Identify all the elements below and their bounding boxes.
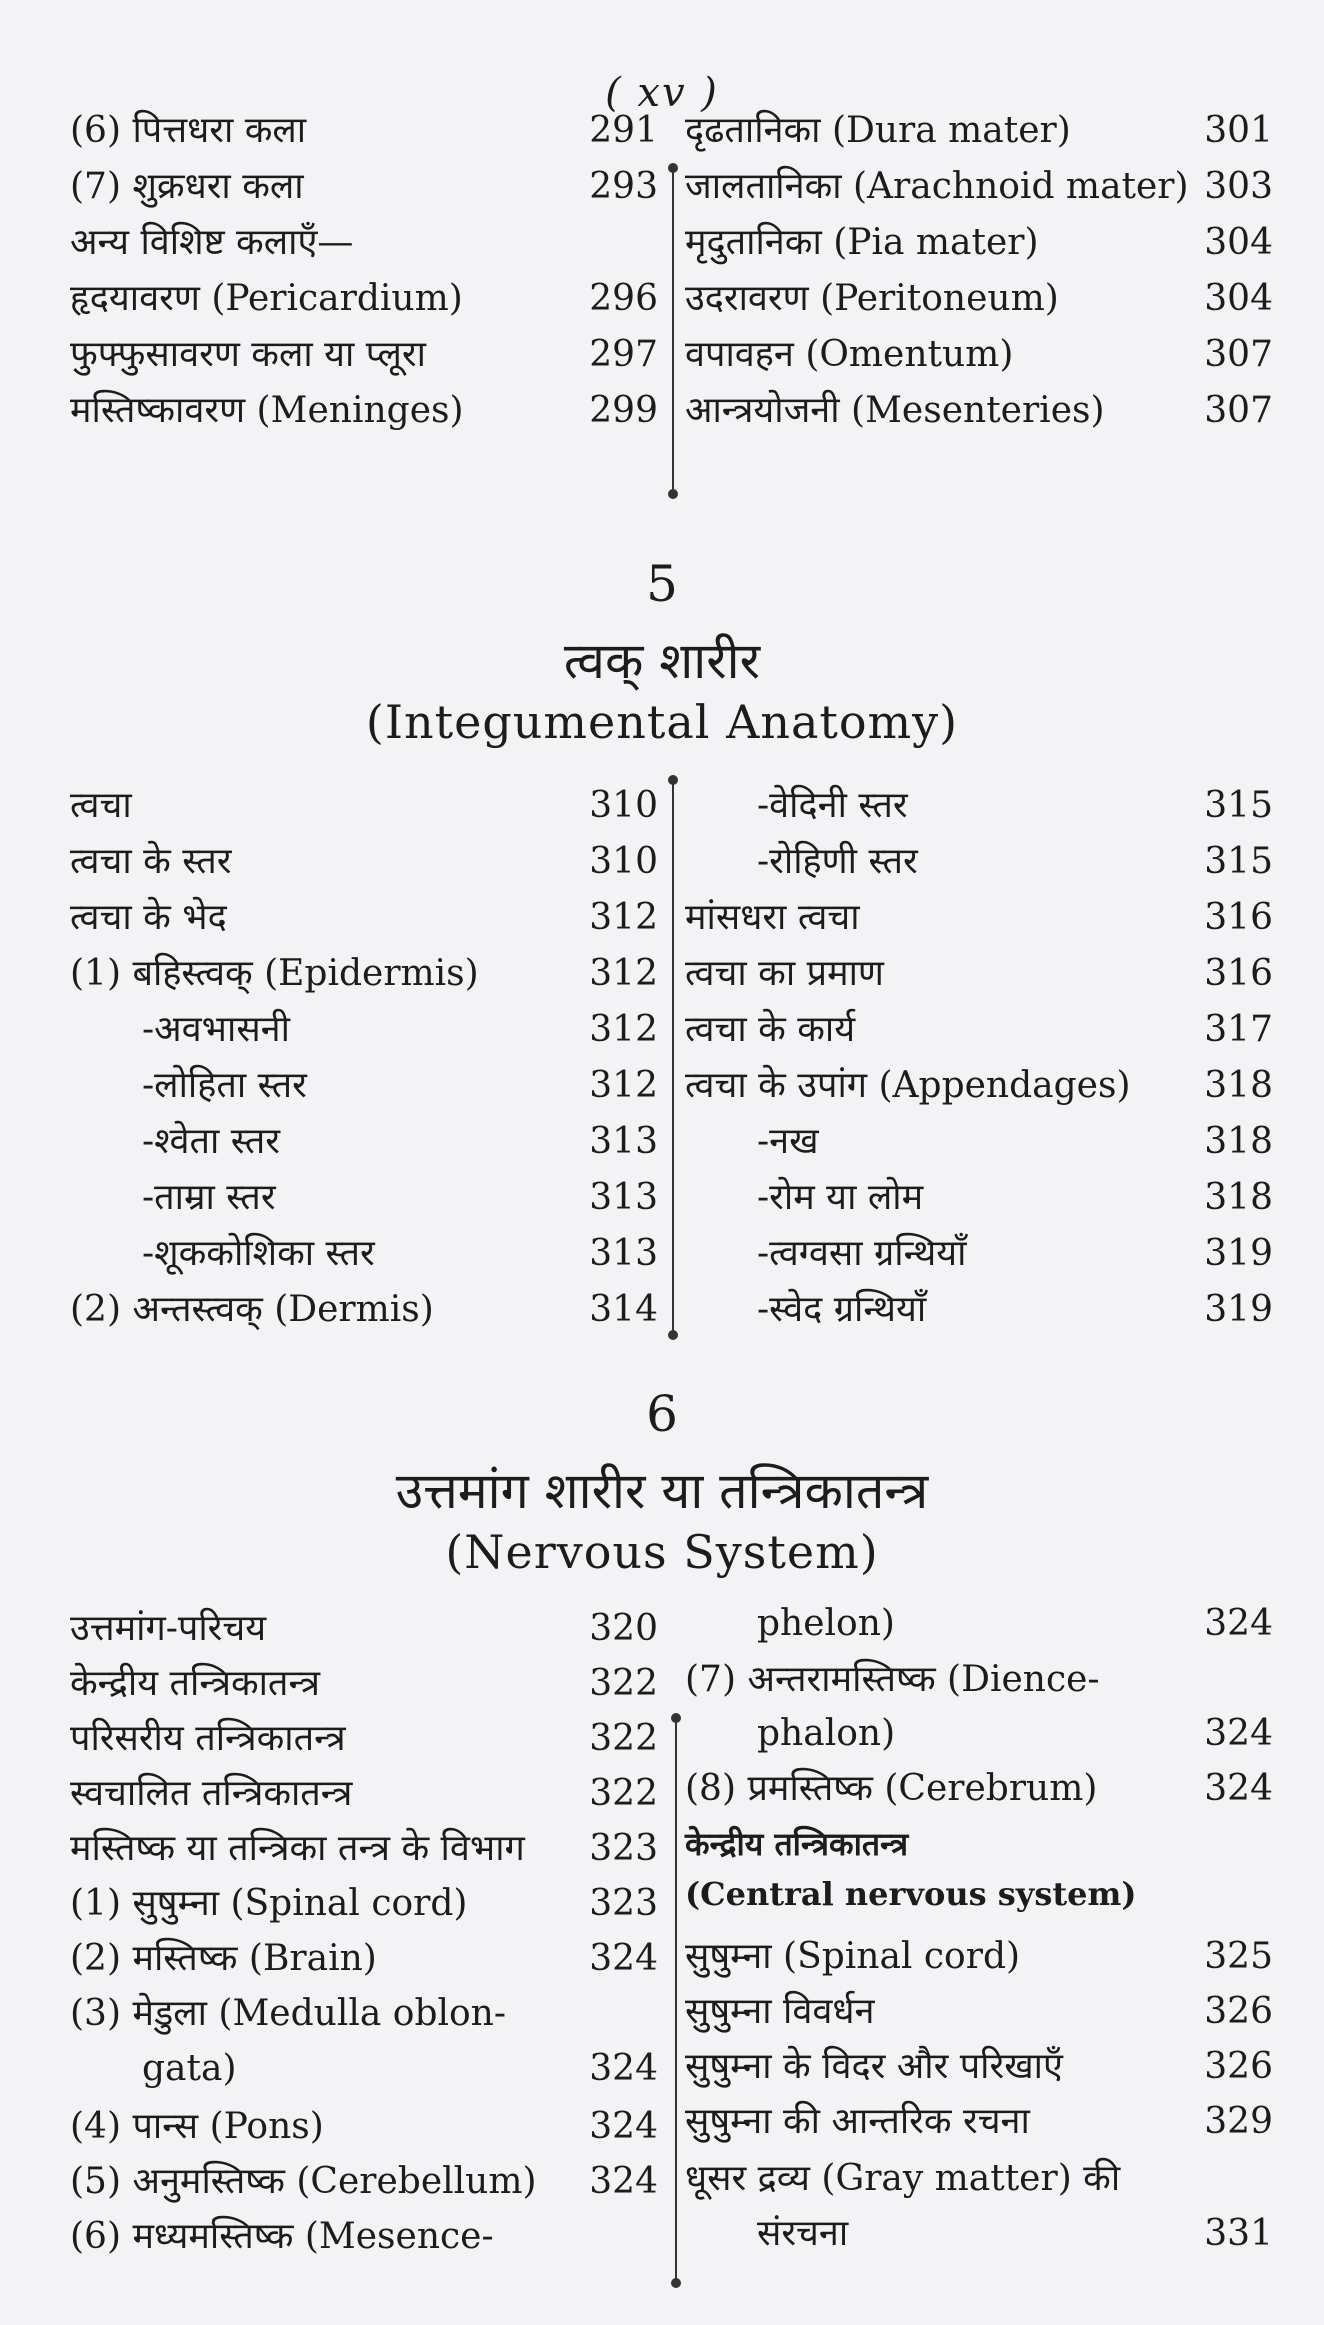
column-divider — [672, 780, 674, 1335]
sec1-right-column: दृढतानिका (Dura mater) 301 जालतानिका (Arachnoid mater) 303 मृदुतानिका (Pia mater) 304 उदरावरण (Peritoneum) 304 वपावहन (Omentum) 307 आन्त्रयोजनी (Mesenteries) 307 — [685, 110, 1273, 431]
column-divider — [675, 1718, 677, 2283]
sec1-left-column: (6) पित्तधरा कला 291 (7) शुक्रधरा कला 293 अन्य विशिष्ट कलाएँ— हृदयावरण (Pericardium) 296 फुफ्फुसावरण कला या प्लूरा 297 मस्तिष्कावरण (Meninges) 299 — [70, 110, 658, 431]
chapter-number: 5 — [646, 555, 678, 613]
ch5-left-column: त्वचा 310 त्वचा के स्तर 310 त्वचा के भेद 312 (1) बहिस्त्वक् (Epidermis) 312 -अवभासनी 312 -लोहिता स्तर 312 -श्वेता स्तर 313 -ताम्रा स्तर 313 -शूककोशिका स्तर 313 (2) अन्तस्त्वक् (Dermis) 314 — [70, 785, 658, 1330]
ch6-right-column: phelon) 324 (7) अन्तरामस्तिष्क (Dience- phalon) 324 (8) प्रमस्तिष्क (Cerebrum) 324 केन्द्रीय तन्त्रिकातन्त्र (Central nervous system) सुषुम्ना (Spinal cord) 325 सुषुम्ना विवर्धन 326 सुषुम्ना के विदर और परिखाएँ 326 सुषुम्ना की आन्तरिक रचना 329 धूसर द्रव्य (Gray matter) की संरचना 331 — [685, 1603, 1273, 2254]
chapter-title-hindi: त्वक् शारीर — [563, 632, 761, 690]
column-divider — [672, 168, 674, 494]
chapter-title-english: (Integumental Anatomy) — [365, 695, 959, 749]
ch5-right-column: -वेदिनी स्तर 315 -रोहिणी स्तर 315 मांसधरा त्वचा 316 त्वचा का प्रमाण 316 त्वचा के कार्य 317 त्वचा के उपांग (Appendages) 318 -नख 318 -रोम या लोम 318 -त्वग्वसा ग्रन्थियाँ 319 -स्वेद ग्रन्थियाँ 319 — [685, 785, 1273, 1330]
chapter-number: 6 — [646, 1385, 678, 1443]
chapter-title-hindi: उत्तमांग शारीर या तन्त्रिकातन्त्र — [395, 1462, 929, 1520]
page-number: ( xv ) — [605, 70, 719, 116]
chapter-title-english: (Nervous System) — [445, 1525, 879, 1579]
ch6-left-column: उत्तमांग-परिचय 320 केन्द्रीय तन्त्रिकातन्त्र 322 परिसरीय तन्त्रिकातन्त्र 322 स्वचालित तन्त्रिकातन्त्र 322 मस्तिष्क या तन्त्रिका तन्त्र के विभाग 323 (1) सुषुम्ना (Spinal cord) 323 (2) मस्तिष्क (Brain) 324 (3) मेडुला (Medulla oblon- gata) 324 (4) पान्स (Pons) 324 (5) अनुमस्तिष्क (Cerebellum) 324 (6) मध्यमस्तिष्क (Mesence- — [70, 1608, 658, 2257]
